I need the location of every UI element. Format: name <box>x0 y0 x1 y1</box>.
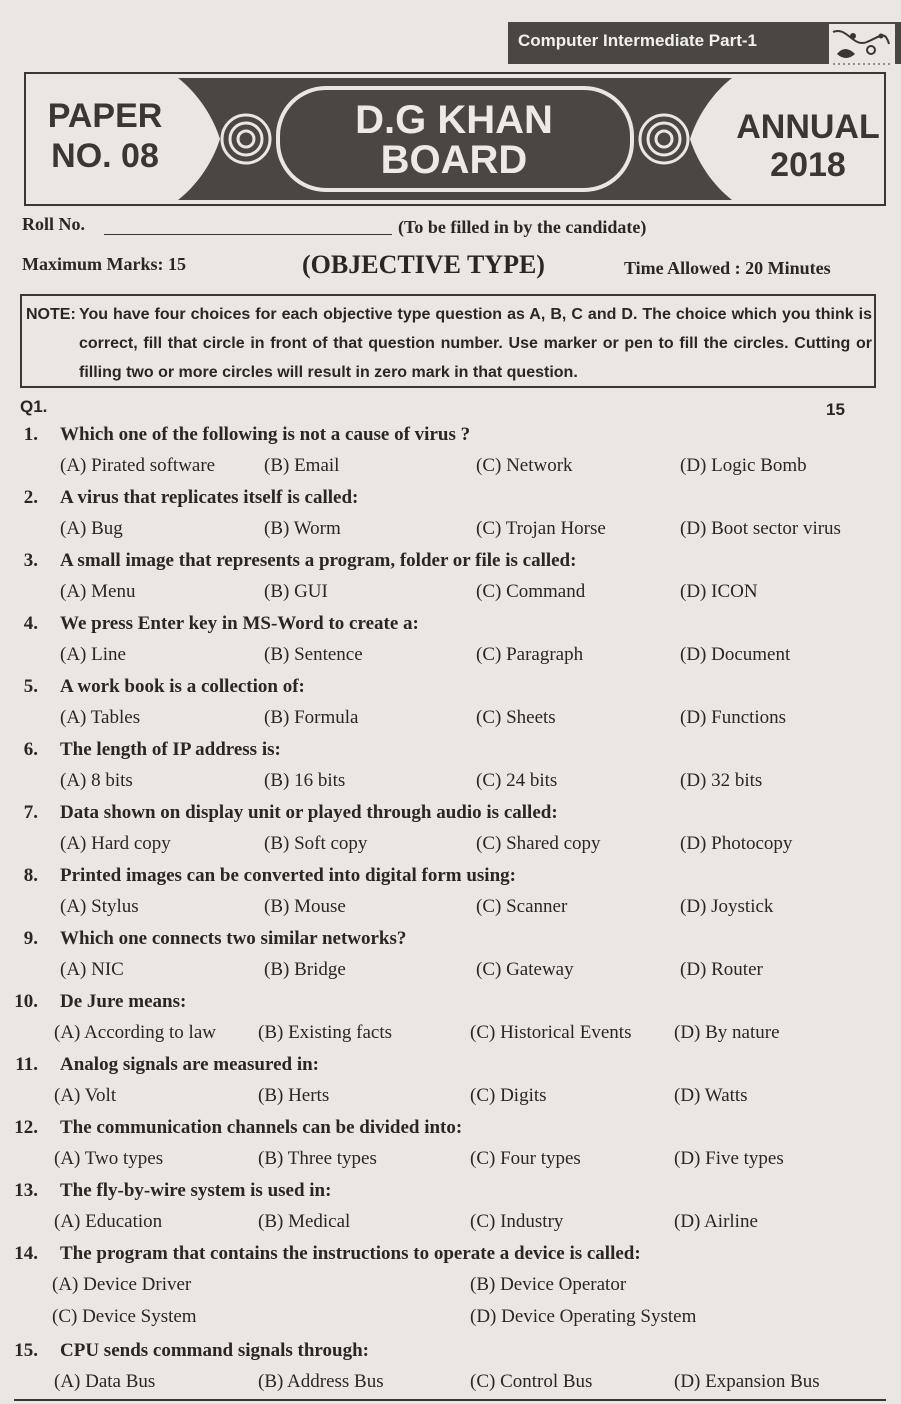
answer-option[interactable]: (D) Photocopy <box>680 833 793 854</box>
answer-option[interactable]: (D) Functions <box>680 707 787 728</box>
paper-type-title: (OBJECTIVE TYPE) <box>302 250 545 279</box>
note-text: You have four choices for each objective type question as A, B, C and D. The choice which you think is correct, fill that circle in front of that question number. Use marker or pen to fill the circles. Cutting or filling two or more circles will result in zero mark in that question. <box>79 306 872 381</box>
answer-option[interactable]: (A) Menu <box>60 581 136 602</box>
question-number: 14. <box>14 1243 38 1264</box>
question-text: A small image that represents a program, folder or file is called: <box>60 550 577 571</box>
question-number: 7. <box>23 802 38 823</box>
bottom-divider <box>14 1399 886 1401</box>
answer-option[interactable]: (D) Document <box>680 644 791 665</box>
answer-option[interactable]: (C) Control Bus <box>470 1371 593 1392</box>
question-number: 15. <box>14 1340 38 1361</box>
answer-option[interactable]: (C) 24 bits <box>476 770 558 791</box>
answer-option[interactable]: (C) Industry <box>470 1211 564 1232</box>
question-text: Analog signals are measured in: <box>60 1054 319 1075</box>
answer-option[interactable]: (D) Watts <box>674 1085 748 1106</box>
answer-option[interactable]: (D) By nature <box>674 1022 780 1043</box>
question-number: 11. <box>15 1054 38 1075</box>
answer-option[interactable]: (C) Scanner <box>476 896 568 917</box>
answer-option[interactable]: (A) Line <box>60 644 126 665</box>
question-number: 10. <box>14 991 38 1012</box>
question-text: CPU sends command signals through: <box>60 1340 369 1361</box>
exam-line1: ANNUAL <box>736 108 880 146</box>
question-text: A virus that replicates itself is called: <box>60 487 359 508</box>
answer-option[interactable]: (B) Worm <box>264 518 341 539</box>
answer-option[interactable]: (A) Two types <box>54 1148 164 1169</box>
paper-label-line1: PAPER <box>47 97 163 135</box>
answer-option[interactable]: (D) Router <box>680 959 763 980</box>
exam-line2: 2018 <box>770 146 846 184</box>
answer-option[interactable]: (D) Boot sector virus <box>680 518 841 539</box>
answer-option[interactable]: (C) Four types <box>470 1148 581 1169</box>
answer-option[interactable]: (B) Mouse <box>264 896 346 917</box>
question-text: Data shown on display unit or played through audio is called: <box>60 802 558 823</box>
time-allowed: Time Allowed : 20 Minutes <box>624 258 831 278</box>
answer-option[interactable]: (C) Gateway <box>476 959 574 980</box>
answer-option[interactable]: (A) According to law <box>54 1022 216 1043</box>
question-number: 3. <box>23 550 38 571</box>
roll-no-note: (To be filled in by the candidate) <box>398 217 647 237</box>
roll-no-field[interactable] <box>104 234 392 235</box>
question-number: 13. <box>14 1180 38 1201</box>
answer-option[interactable]: (C) Digits <box>470 1085 547 1106</box>
answer-option[interactable]: (C) Device System <box>52 1306 197 1327</box>
answer-option[interactable]: (A) NIC <box>60 959 124 980</box>
answer-option[interactable]: (C) Historical Events <box>470 1022 632 1043</box>
answer-option[interactable]: (B) Medical <box>258 1211 351 1232</box>
answer-option[interactable]: (C) Shared copy <box>476 833 601 854</box>
paper-label-line2: NO. 08 <box>51 137 159 175</box>
question-number: 2. <box>23 487 38 508</box>
answer-option[interactable]: (D) Five types <box>674 1148 784 1169</box>
question-number: 4. <box>23 613 38 634</box>
question-number: 5. <box>23 676 38 697</box>
answer-option[interactable]: (B) Device Operator <box>470 1274 627 1295</box>
instructions-note <box>20 294 876 388</box>
answer-option[interactable]: (D) Joystick <box>680 896 774 917</box>
question-text: A work book is a collection of: <box>60 676 305 697</box>
board-name <box>314 100 594 180</box>
answer-option[interactable]: (A) Volt <box>54 1085 117 1106</box>
answer-option[interactable]: (B) Formula <box>264 707 359 728</box>
roll-no-label: Roll No. <box>22 214 85 234</box>
answer-option[interactable]: (C) Sheets <box>476 707 556 728</box>
question-number: 1. <box>23 424 38 445</box>
floral-ornament-icon <box>823 24 895 66</box>
answer-option[interactable]: (A) Device Driver <box>52 1274 192 1295</box>
subject-title: Computer Intermediate Part-1 <box>518 31 757 50</box>
question-text: De Jure means: <box>60 991 187 1012</box>
question-text: The length of IP address is: <box>60 739 281 760</box>
board-line2: BOARD <box>380 138 528 182</box>
question-number: 12. <box>14 1117 38 1138</box>
answer-option[interactable]: (B) Sentence <box>264 644 363 665</box>
answer-option[interactable]: (A) Stylus <box>60 896 139 917</box>
answer-option[interactable]: (B) GUI <box>264 581 328 602</box>
answer-option[interactable]: (D) 32 bits <box>680 770 763 791</box>
subject-banner <box>508 22 901 64</box>
board-line1: D.G KHAN <box>355 98 553 142</box>
answer-option[interactable]: (D) Airline <box>674 1211 758 1232</box>
maximum-marks: Maximum Marks: 15 <box>22 254 186 274</box>
question-number: 8. <box>23 865 38 886</box>
question-text: The program that contains the instructions to operate a device is called: <box>60 1243 641 1264</box>
question-text: Printed images can be converted into digital form using: <box>60 865 516 886</box>
question-text: Which one connects two similar networks? <box>60 928 407 949</box>
answer-option[interactable]: (B) Herts <box>258 1085 330 1106</box>
answer-option[interactable]: (B) Soft copy <box>264 833 368 854</box>
question-number: 6. <box>23 739 38 760</box>
answer-option[interactable]: (A) Education <box>54 1211 163 1232</box>
answer-option[interactable]: (C) Command <box>476 581 586 602</box>
answer-option[interactable]: (A) Tables <box>60 707 141 728</box>
answer-option[interactable]: (B) Existing facts <box>258 1022 393 1043</box>
answer-option[interactable]: (B) 16 bits <box>264 770 346 791</box>
answer-option[interactable]: (D) Device Operating System <box>470 1306 697 1327</box>
answer-option[interactable]: (A) Data Bus <box>54 1371 156 1392</box>
question-text: Which one of the following is not a cause of virus ? <box>60 424 471 445</box>
answer-option[interactable]: (B) Bridge <box>264 959 346 980</box>
answer-option[interactable]: (B) Address Bus <box>258 1371 384 1392</box>
answer-option[interactable]: (B) Email <box>264 455 340 476</box>
question-text: The communication channels can be divided into: <box>60 1117 463 1138</box>
answer-option[interactable]: (D) ICON <box>680 581 758 602</box>
question-text: We press Enter key in MS-Word to create a: <box>60 613 419 634</box>
paper-number <box>42 96 168 176</box>
answer-option[interactable]: (B) Three types <box>258 1148 377 1169</box>
answer-option[interactable]: (C) Trojan Horse <box>476 518 606 539</box>
answer-option[interactable]: (A) Pirated software <box>60 455 216 476</box>
answer-option[interactable]: (A) 8 bits <box>60 770 133 791</box>
answer-option[interactable]: (D) Expansion Bus <box>674 1371 820 1392</box>
answer-option[interactable]: (A) Hard copy <box>60 833 171 854</box>
section-label: Q1. <box>20 397 48 416</box>
answer-option[interactable]: (C) Network <box>476 455 573 476</box>
question-text: The fly-by-wire system is used in: <box>60 1180 332 1201</box>
question-number: 9. <box>23 928 38 949</box>
answer-option[interactable]: (A) Bug <box>60 518 123 539</box>
exam-session <box>728 108 888 184</box>
note-label: NOTE: <box>26 306 76 323</box>
answer-option[interactable]: (D) Logic Bomb <box>680 455 807 476</box>
board-header <box>24 72 886 206</box>
answer-option[interactable]: (C) Paragraph <box>476 644 584 665</box>
section-marks: 15 <box>826 400 845 419</box>
